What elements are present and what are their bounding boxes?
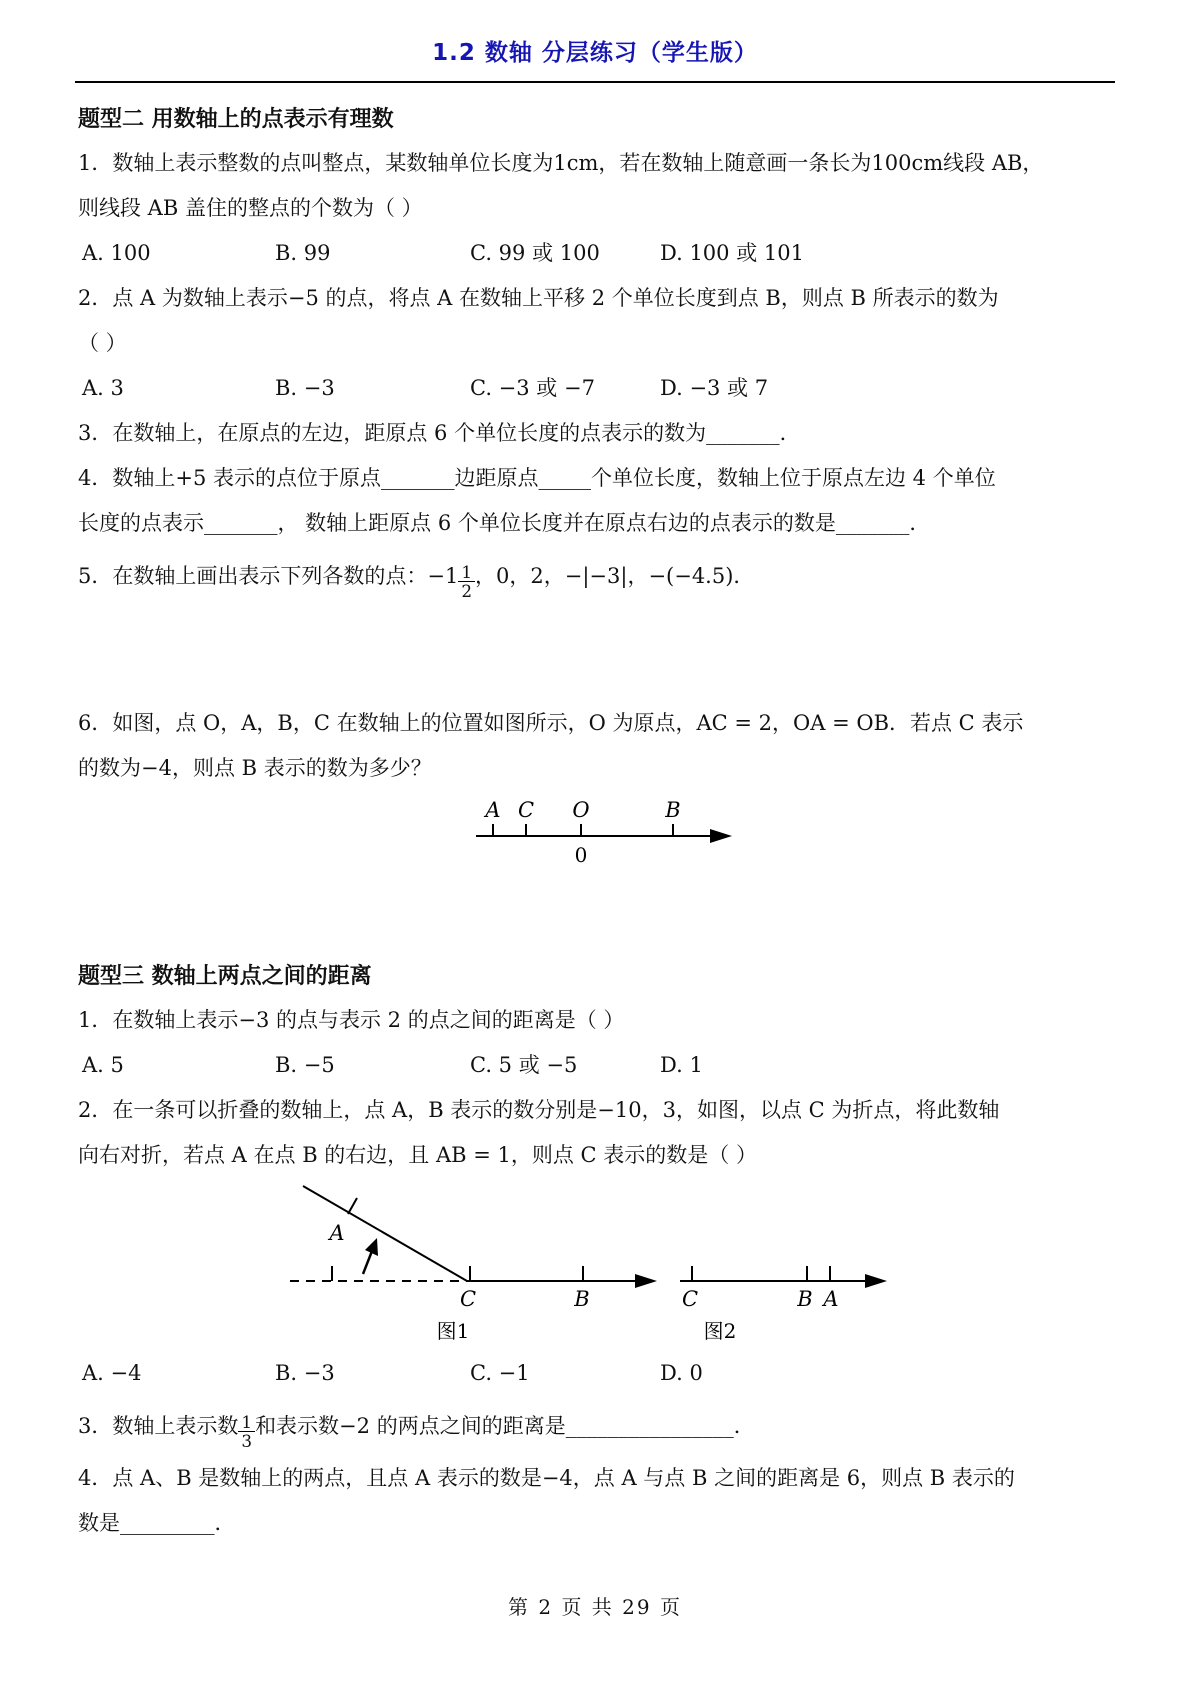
fraction-one-third [238, 1413, 255, 1451]
option-b: B. −3 [275, 376, 335, 400]
fig2-label-c: C [681, 1287, 699, 1311]
option-c: C. 99 或 100 [470, 241, 600, 265]
s3-q3 [78, 1396, 1112, 1456]
s2-q2-line2: （ ） [78, 331, 127, 355]
number-line-svg [438, 799, 748, 877]
fig2-caption: 图2 [703, 1319, 737, 1343]
fold-arrow-shaft [363, 1251, 372, 1274]
option-c: C. −1 [470, 1361, 530, 1385]
point-label-c: C [517, 799, 535, 822]
page-number-footer: 第 2 页 共 29 页 [508, 1595, 682, 1619]
option-a: A. 5 [82, 1053, 124, 1077]
fig6-gap [78, 791, 1112, 799]
s2-q5 [78, 546, 1112, 606]
option-c: C. 5 或 −5 [470, 1053, 578, 1077]
option-d: D. −3 或 7 [660, 376, 769, 400]
fig2-label-a: A [823, 1287, 839, 1311]
point-label-b: B [665, 799, 681, 822]
q6-number-line-figure [438, 799, 1112, 882]
drawing-space [78, 606, 1112, 701]
fraction-denominator: 2 [461, 581, 473, 602]
s3-q1-options [78, 1043, 1112, 1088]
s2-q1-line2: 则线段 AB 盖住的整点的个数为（ ） [78, 196, 423, 220]
fraction-denominator: 3 [241, 1431, 253, 1452]
s3-q3-suffix: 和表示数−2 的两点之间的距离是________________． [255, 1414, 755, 1438]
fig2-arrowhead [865, 1274, 887, 1288]
s2-q2-line1: 2．点 A 为数轴上表示−5 的点，将点 A 在数轴上平移 2 个单位长度到点 B，则点 B 所表示的数为 [78, 286, 999, 310]
fig1-arm-tick [348, 1198, 357, 1214]
fraction-one-half [458, 563, 475, 601]
fig1-arrowhead [635, 1274, 657, 1288]
s2-q2-options [78, 366, 1112, 411]
fraction-numerator: 1 [238, 1413, 255, 1432]
s2-q4-line1: 4．数轴上+5 表示的点位于原点_______边距原点_____个单位长度，数轴上位于原点左边 4 个单位 [78, 466, 996, 490]
option-a: A. 3 [82, 376, 124, 400]
s2-q4-line2: 长度的点表示_______， 数轴上距原点 6 个单位长度并在原点右边的点表示的数是_______． [78, 511, 931, 535]
s3-q2-line1: 2．在一条可以折叠的数轴上，点 A，B 表示的数分别是−10，3，如图，以点 C 为折点，将此数轴 [78, 1098, 1000, 1122]
fig2-label-b: B [797, 1287, 813, 1311]
option-c: C. −3 或 −7 [470, 376, 595, 400]
option-d: D. 100 或 101 [660, 241, 804, 265]
s2-q6-line1: 6．如图，点 O，A，B，C 在数轴上的位置如图所示，O 为原点，AC = 2，OA = OB．若点 C 表示 [78, 711, 1024, 735]
fig1-label-a: A [329, 1221, 345, 1245]
fig1-label-b: B [574, 1287, 590, 1311]
folded-axis-svg [275, 1178, 925, 1346]
s3-q2-line2: 向右对折，若点 A 在点 B 的右边，且 AB = 1，则点 C 表示的数是（ ） [78, 1143, 757, 1167]
fraction-numerator: 1 [458, 563, 475, 582]
section-gap [78, 882, 1112, 940]
option-b: B. −5 [275, 1053, 335, 1077]
option-a: A. −4 [82, 1361, 142, 1385]
fig1-folded-arm [303, 1186, 467, 1281]
point-label-a: A [485, 799, 501, 822]
title-divider [75, 81, 1115, 83]
axis-arrowhead [710, 829, 732, 843]
page-title: 1.2 数轴 分层练习（学生版） [432, 40, 758, 66]
s2-q1-options [78, 231, 1112, 276]
s2-q3: 3．在数轴上，在原点的左边，距原点 6 个单位长度的点表示的数为_______． [78, 421, 801, 445]
s3-q4-line1: 4．点 A、B 是数轴上的两点，且点 A 表示的数是−4，点 A 与点 B 之间的距离是 6，则点 B 表示的 [78, 1466, 1015, 1490]
fig1-label-c: C [459, 1287, 477, 1311]
page-content [0, 99, 1190, 1546]
fig1-caption: 图1 [436, 1319, 470, 1343]
s3-q3-prefix: 3．数轴上表示数 [78, 1414, 239, 1438]
s2-q5-suffix: ，0，2，−|−3|，−(−4.5)． [475, 564, 755, 588]
section-heading-2: 题型二 用数轴上的点表示有理数 [78, 107, 394, 132]
option-a: A. 100 [82, 241, 151, 265]
option-d: D. 0 [660, 1361, 703, 1385]
s2-q1-line1: 1．数轴上表示整数的点叫整点，某数轴单位长度为1cm，若在数轴上随意画一条长为100cm线段 AB， [78, 151, 1044, 175]
s3-q4-line2: 数是_________． [78, 1511, 236, 1535]
option-d: D. 1 [660, 1053, 703, 1077]
s3-q2-options [78, 1351, 1112, 1396]
s3-q1: 1．在数轴上表示−3 的点与表示 2 的点之间的距离是（ ） [78, 1008, 625, 1032]
option-b: B. −3 [275, 1361, 335, 1385]
section-heading-3: 题型三 数轴上两点之间的距离 [78, 964, 372, 989]
point-label-o: O [572, 799, 590, 822]
s2-q5-prefix: 5．在数轴上画出表示下列各数的点：−1 [78, 564, 459, 588]
option-b: B. 99 [275, 241, 331, 265]
origin-label-zero: 0 [574, 843, 588, 867]
s2-q6-line2: 的数为−4，则点 B 表示的数为多少？ [78, 756, 432, 780]
q2-folded-number-line-figure [275, 1178, 1112, 1351]
